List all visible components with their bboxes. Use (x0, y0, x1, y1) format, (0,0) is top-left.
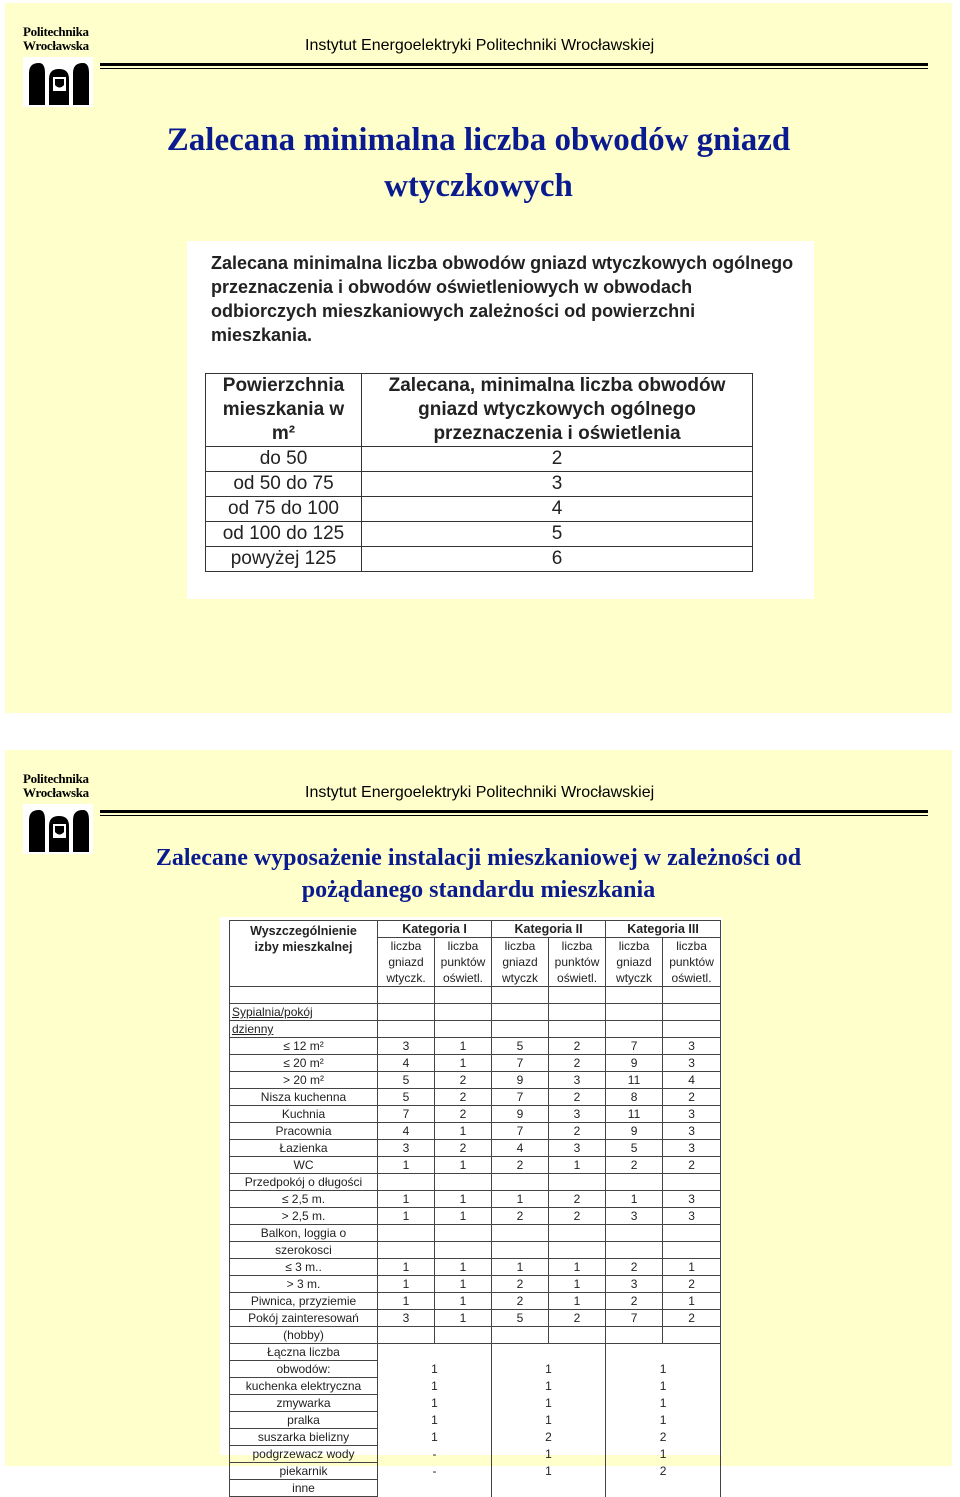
circuit-label: obwodów: (230, 1361, 378, 1378)
header-area (206, 374, 362, 447)
circuit-value-cell: 2 (492, 1429, 606, 1446)
value-cell: 9 (492, 1072, 549, 1089)
value-cell (606, 1242, 663, 1259)
value-cell: 1 (663, 1293, 721, 1310)
value-cell: 4 (378, 1055, 435, 1072)
sub-line: gniazd (616, 955, 652, 969)
logo-line-2: Wrocławska (23, 785, 89, 800)
value-cell: 2 (606, 1157, 663, 1174)
value-cell: 2 (549, 1208, 606, 1225)
circuit-row (230, 1378, 721, 1395)
circuit-value-cell: 1 (378, 1429, 492, 1446)
header-area-line-1: Powierzchnia (222, 375, 345, 396)
value-cell (663, 1004, 721, 1021)
value-cell (435, 1174, 492, 1191)
circuit-row (230, 1395, 721, 1412)
sub-line: oświetl. (557, 971, 598, 985)
header-count (362, 374, 753, 447)
area-cell: od 100 do 125 (206, 522, 362, 547)
room-label: ≤ 3 m.. (230, 1259, 378, 1276)
room-label: ≤ 20 m² (230, 1055, 378, 1072)
header-rule (100, 63, 928, 66)
value-cell (435, 1004, 492, 1021)
value-cell: 3 (549, 1140, 606, 1157)
circuit-value-cell: 1 (606, 1395, 721, 1412)
header-area-line-3: m² (271, 423, 296, 444)
room-label: dzienny (230, 1021, 378, 1038)
value-cell: 9 (606, 1055, 663, 1072)
logo-line-1: Politechnika (23, 24, 89, 39)
value-cell (492, 1242, 549, 1259)
header-count-line-2: gniazd wtyczkowych ogólnego (418, 399, 696, 420)
sub-line: liczba (561, 939, 593, 953)
circuit-value-cell: 2 (606, 1429, 721, 1446)
count-cell: 4 (362, 497, 753, 522)
value-cell (492, 1004, 549, 1021)
table-row (230, 1089, 721, 1106)
sub-line: punktów (669, 955, 714, 969)
value-cell: 5 (492, 1038, 549, 1055)
sub-line: liczba (618, 939, 650, 953)
room-label: Piwnica, przyziemie (230, 1293, 378, 1310)
circuit-row (230, 1412, 721, 1429)
title-line-1: Zalecane wyposażenie instalacji mieszkaniowej w zależności od (155, 845, 802, 871)
circuit-value-cell (378, 1344, 492, 1361)
sub-line: wtyczk (616, 971, 653, 985)
circuit-row (230, 1480, 721, 1497)
value-cell (492, 1174, 549, 1191)
count-cell: 5 (362, 522, 753, 547)
sub-line: oświetl. (443, 971, 484, 985)
value-cell (492, 1225, 549, 1242)
table-row (230, 1106, 721, 1123)
circuit-value-cell: 1 (606, 1446, 721, 1463)
sub-line: liczba (447, 939, 479, 953)
sub-line: liczba (390, 939, 422, 953)
value-cell: 1 (549, 1259, 606, 1276)
value-cell: 1 (492, 1191, 549, 1208)
circuit-value-cell: 1 (378, 1412, 492, 1429)
table-row (206, 522, 753, 547)
table-row (230, 1038, 721, 1055)
count-cell: 3 (362, 472, 753, 497)
circuit-value-cell: 1 (492, 1412, 606, 1429)
slide-1 (5, 3, 952, 713)
table-row (230, 1191, 721, 1208)
table-row (230, 1259, 721, 1276)
sub-line: punktów (554, 955, 600, 969)
value-cell: 4 (492, 1140, 549, 1157)
area-cell: do 50 (206, 447, 362, 472)
subheader-lights (549, 938, 606, 987)
title-line-1: Zalecana minimalna liczba obwodów gniazd (166, 122, 791, 158)
room-label: Kuchnia (230, 1106, 378, 1123)
circuit-value-cell: 1 (606, 1412, 721, 1429)
value-cell (549, 1327, 606, 1344)
value-cell: 2 (663, 1157, 721, 1174)
circuit-value-cell: 1 (492, 1378, 606, 1395)
value-cell (378, 1004, 435, 1021)
value-cell: 2 (435, 1106, 492, 1123)
area-cell: od 75 do 100 (206, 497, 362, 522)
value-cell (492, 1327, 549, 1344)
circuit-label: kuchenka elektryczna (230, 1378, 378, 1395)
table-row (230, 1004, 721, 1021)
circuit-row (230, 1361, 721, 1378)
value-cell: 1 (492, 1259, 549, 1276)
value-cell: 3 (378, 1310, 435, 1327)
room-label: Łazienka (230, 1140, 378, 1157)
value-cell: 3 (549, 1106, 606, 1123)
value-cell: 2 (435, 1089, 492, 1106)
table-row (206, 472, 753, 497)
title-line-2: pożądanego standardu mieszkania (301, 877, 656, 903)
value-cell: 11 (606, 1072, 663, 1089)
table-row (230, 1208, 721, 1225)
sub-line: punktów (440, 955, 486, 969)
sub-line: liczba (676, 939, 707, 953)
value-cell: 2 (492, 1208, 549, 1225)
table-row (230, 1055, 721, 1072)
institute-header: Instytut Energoelektryki Politechniki Wrocławskiej (305, 37, 655, 54)
value-cell: 2 (549, 1038, 606, 1055)
room-label: ≤ 12 m² (230, 1038, 378, 1055)
circuit-value-cell (492, 1344, 606, 1361)
circuit-row (230, 1429, 721, 1446)
subheader-lights (435, 938, 492, 987)
circuit-row (230, 1344, 721, 1361)
header-label-line-1: Wyszczególnienie (250, 924, 357, 938)
institute-header: Instytut Energoelektryki Politechniki Wrocławskiej (305, 784, 655, 801)
room-label: > 2,5 m. (230, 1208, 378, 1225)
value-cell: 1 (435, 1310, 492, 1327)
value-cell: 3 (378, 1140, 435, 1157)
value-cell: 1 (549, 1276, 606, 1293)
circuit-value-cell (606, 1344, 721, 1361)
table-row (230, 1123, 721, 1140)
value-cell: 3 (606, 1208, 663, 1225)
header-rule (100, 810, 928, 813)
circuit-value-cell (492, 1480, 606, 1497)
value-cell: 2 (435, 1140, 492, 1157)
value-cell (606, 1327, 663, 1344)
value-cell: 1 (435, 1259, 492, 1276)
value-cell: 2 (492, 1293, 549, 1310)
value-cell: 1 (435, 1157, 492, 1174)
circuit-value-cell: 1 (378, 1395, 492, 1412)
table-row (206, 447, 753, 472)
category-2: Kategoria II (492, 921, 606, 938)
table-caption: Zalecana minimalna liczba obwodów gniazd wtyczkowych ogólnego przeznaczenia i obwodów oświetleniowych w obwodach odbiorczych mieszkaniowych zależności od powierzchni mieszkania. (211, 253, 794, 345)
room-label: > 3 m. (230, 1276, 378, 1293)
slide-title (5, 842, 952, 906)
value-cell: 1 (378, 1208, 435, 1225)
subheader-sockets (492, 938, 549, 987)
room-label: > 20 m² (230, 1072, 378, 1089)
value-cell: 5 (378, 1089, 435, 1106)
value-cell: 3 (663, 1055, 721, 1072)
table-row (230, 1310, 721, 1327)
value-cell: 4 (378, 1123, 435, 1140)
value-cell (435, 1327, 492, 1344)
circuits-by-area-table (205, 373, 753, 572)
value-cell: 2 (663, 1089, 721, 1106)
circuit-value-cell: - (378, 1463, 492, 1480)
table-header-row (206, 374, 753, 447)
room-label: Nisza kuchenna (230, 1089, 378, 1106)
circuit-value-cell: 1 (378, 1361, 492, 1378)
value-cell: 2 (549, 1055, 606, 1072)
room-label: Przedpokój o długości (230, 1174, 378, 1191)
value-cell: 7 (492, 1123, 549, 1140)
header-label (230, 921, 378, 987)
table-row (230, 1293, 721, 1310)
value-cell: 2 (435, 1072, 492, 1089)
value-cell (378, 1242, 435, 1259)
value-cell: 1 (549, 1293, 606, 1310)
value-cell: 1 (606, 1191, 663, 1208)
category-1: Kategoria I (378, 921, 492, 938)
value-cell: 8 (606, 1089, 663, 1106)
value-cell (378, 1327, 435, 1344)
room-label: WC (230, 1157, 378, 1174)
subheader-sockets (606, 938, 663, 987)
sub-line: wtyczk. (386, 971, 426, 985)
header-rule-thin (100, 68, 928, 69)
value-cell: 2 (549, 1123, 606, 1140)
room-label: ≤ 2,5 m. (230, 1191, 378, 1208)
sub-line: wtyczk (502, 971, 539, 985)
circuit-value-cell: 1 (606, 1361, 721, 1378)
table-row (230, 1276, 721, 1293)
value-cell: 2 (492, 1157, 549, 1174)
value-cell: 1 (378, 1276, 435, 1293)
value-cell: 3 (378, 1038, 435, 1055)
table-row (230, 1157, 721, 1174)
value-cell (549, 1174, 606, 1191)
value-cell: 11 (606, 1106, 663, 1123)
scanned-equipment-table (220, 917, 722, 1495)
count-cell: 6 (362, 547, 753, 572)
circuit-value-cell (606, 1480, 721, 1497)
circuit-label: Łączna liczba (230, 1344, 378, 1361)
circuit-value-cell: 1 (492, 1361, 606, 1378)
value-cell (606, 1004, 663, 1021)
value-cell (606, 1021, 663, 1038)
value-cell (435, 1225, 492, 1242)
count-cell: 2 (362, 447, 753, 472)
value-cell: 1 (435, 1293, 492, 1310)
value-cell (492, 1021, 549, 1038)
circuit-label: inne (230, 1480, 378, 1497)
table-row (230, 1327, 721, 1344)
value-cell: 7 (492, 1055, 549, 1072)
value-cell (378, 1021, 435, 1038)
value-cell: 3 (663, 1140, 721, 1157)
value-cell: 2 (549, 1310, 606, 1327)
value-cell: 1 (435, 1208, 492, 1225)
circuit-value-cell: 1 (492, 1446, 606, 1463)
room-label: Pokój zainteresowań (230, 1310, 378, 1327)
circuit-row (230, 1463, 721, 1480)
circuit-label: piekarnik (230, 1463, 378, 1480)
value-cell: 3 (663, 1038, 721, 1055)
value-cell: 2 (549, 1191, 606, 1208)
value-cell: 1 (435, 1191, 492, 1208)
table-row (230, 1021, 721, 1038)
room-label: (hobby) (230, 1327, 378, 1344)
circuit-value-cell: 1 (492, 1395, 606, 1412)
value-cell (663, 1327, 721, 1344)
value-cell: 2 (606, 1259, 663, 1276)
value-cell: 3 (663, 1123, 721, 1140)
value-cell: 2 (663, 1310, 721, 1327)
circuit-value-cell: 1 (378, 1378, 492, 1395)
circuit-value-cell: - (378, 1446, 492, 1463)
university-emblem-icon (23, 57, 93, 107)
header-rule-thin (100, 815, 928, 816)
value-cell: 1 (435, 1276, 492, 1293)
value-cell: 3 (663, 1191, 721, 1208)
value-cell (549, 1242, 606, 1259)
value-cell: 2 (492, 1276, 549, 1293)
value-cell: 1 (663, 1259, 721, 1276)
value-cell: 1 (378, 1259, 435, 1276)
header-count-line-3: przeznaczenia i oświetlenia (433, 423, 681, 444)
header-area-line-2: mieszkania w (222, 399, 345, 420)
value-cell (435, 1021, 492, 1038)
circuit-value-cell: 1 (492, 1463, 606, 1480)
slide-title (5, 117, 952, 209)
value-cell: 3 (663, 1208, 721, 1225)
table-row (230, 1072, 721, 1089)
value-cell: 9 (606, 1123, 663, 1140)
room-label: Pracownia (230, 1123, 378, 1140)
value-cell (663, 1174, 721, 1191)
category-header-row (230, 921, 721, 938)
area-cell: od 50 do 75 (206, 472, 362, 497)
header-count-line-1: Zalecana, minimalna liczba obwodów (388, 375, 726, 396)
circuit-row (230, 1446, 721, 1463)
subheader-lights (663, 938, 721, 987)
circuit-value-cell (378, 1480, 492, 1497)
area-cell: powyżej 125 (206, 547, 362, 572)
category-3: Kategoria III (606, 921, 721, 938)
value-cell: 1 (435, 1055, 492, 1072)
value-cell (378, 1225, 435, 1242)
value-cell: 7 (606, 1038, 663, 1055)
value-cell: 5 (606, 1140, 663, 1157)
logo-line-1: Politechnika (23, 771, 89, 786)
logo-line-2: Wrocławska (23, 38, 89, 53)
value-cell: 7 (606, 1310, 663, 1327)
room-label: Balkon, loggia o (230, 1225, 378, 1242)
value-cell: 1 (549, 1157, 606, 1174)
table-row (206, 497, 753, 522)
value-cell (378, 1174, 435, 1191)
subheader-sockets (378, 938, 435, 987)
circuit-label: podgrzewacz wody (230, 1446, 378, 1463)
scanned-table-image (187, 241, 814, 599)
value-cell (663, 1225, 721, 1242)
university-logo (23, 25, 95, 112)
table-row (230, 1225, 721, 1242)
table-row (230, 1140, 721, 1157)
value-cell: 3 (549, 1072, 606, 1089)
circuit-value-cell: 2 (606, 1463, 721, 1480)
room-label: Sypialnia/pokój (230, 1004, 378, 1021)
spacer-row (230, 987, 721, 1004)
table-row (230, 1242, 721, 1259)
value-cell: 2 (663, 1276, 721, 1293)
value-cell (606, 1174, 663, 1191)
value-cell: 5 (378, 1072, 435, 1089)
table-row (206, 547, 753, 572)
value-cell: 3 (606, 1276, 663, 1293)
circuit-label: suszarka bielizny (230, 1429, 378, 1446)
value-cell (549, 1225, 606, 1242)
sub-line: oświetl. (671, 971, 712, 985)
value-cell: 7 (378, 1106, 435, 1123)
sub-line: gniazd (388, 955, 424, 969)
value-cell: 5 (492, 1310, 549, 1327)
value-cell: 1 (378, 1157, 435, 1174)
sub-line: liczba (504, 939, 536, 953)
value-cell (606, 1225, 663, 1242)
header-label-line-2: izby mieszkalnej (254, 940, 353, 954)
value-cell: 2 (606, 1293, 663, 1310)
sub-line: gniazd (502, 955, 538, 969)
circuit-label: zmywarka (230, 1395, 378, 1412)
value-cell: 1 (435, 1038, 492, 1055)
value-cell: 2 (549, 1089, 606, 1106)
value-cell: 1 (435, 1123, 492, 1140)
value-cell: 3 (663, 1106, 721, 1123)
circuit-value-cell: 1 (606, 1378, 721, 1395)
value-cell: 4 (663, 1072, 721, 1089)
value-cell: 9 (492, 1106, 549, 1123)
value-cell (663, 1242, 721, 1259)
value-cell (549, 1004, 606, 1021)
title-line-2: wtyczkowych (384, 168, 573, 204)
value-cell (549, 1021, 606, 1038)
room-label: szerokosci (230, 1242, 378, 1259)
value-cell (663, 1021, 721, 1038)
value-cell (435, 1242, 492, 1259)
value-cell: 7 (492, 1089, 549, 1106)
circuit-label: pralka (230, 1412, 378, 1429)
slide-2 (5, 750, 952, 1495)
value-cell: 1 (378, 1191, 435, 1208)
value-cell: 1 (378, 1293, 435, 1310)
equipment-table (229, 920, 721, 1497)
table-row (230, 1174, 721, 1191)
